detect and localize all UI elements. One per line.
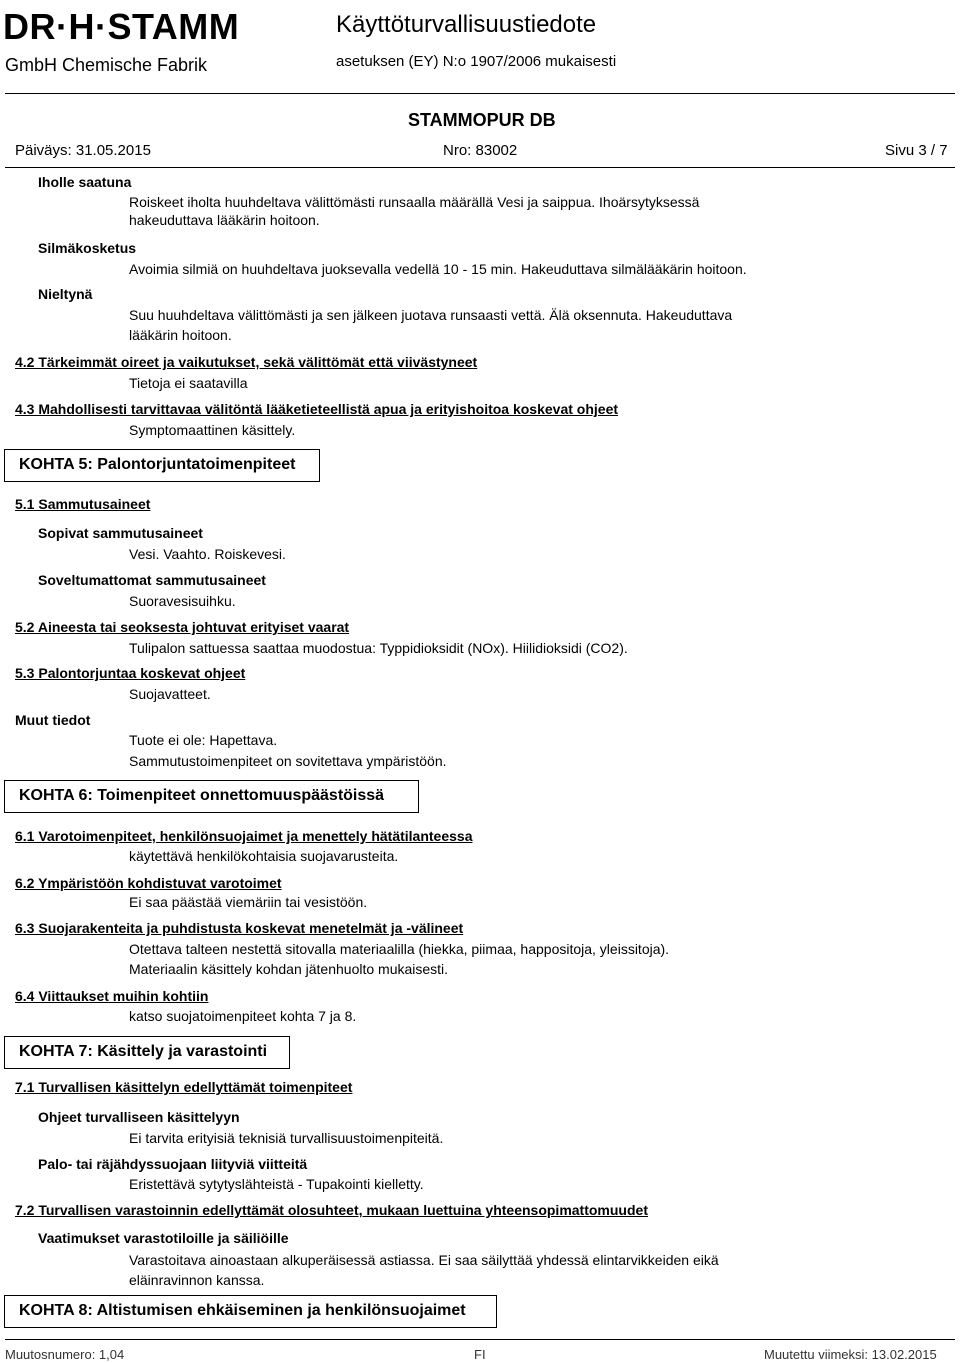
subsection-7-1-heading: 7.1 Turvallisen käsittelyn edellyttämät toimenpiteet bbox=[15, 1079, 353, 1095]
eye-contact-text: Avoimia silmiä on huuhdeltava juoksevalla vedellä 10 - 15 min. Hakeuduttava silmälääkärin hoitoon. bbox=[129, 261, 747, 277]
fire-protection-text: Eristettävä sytytyslähteistä - Tupakointi kielletty. bbox=[129, 1176, 424, 1192]
other-info-text-cont: Sammutustoimenpiteet on sovitettava ympäristöön. bbox=[129, 753, 447, 769]
suitable-media-text: Vesi. Vaahto. Roiskevesi. bbox=[129, 546, 286, 562]
storage-requirements-text-cont: eläinravinnon kanssa. bbox=[129, 1272, 265, 1288]
language-code: FI bbox=[474, 1347, 486, 1362]
product-name: STAMMOPUR DB bbox=[408, 110, 556, 130]
safe-handling-label: Ohjeet turvalliseen käsittelyyn bbox=[38, 1109, 240, 1125]
ingestion-label: Nieltynä bbox=[38, 286, 93, 302]
subsection-4-3-heading: 4.3 Mahdollisesti tarvittavaa välitöntä lääketieteellistä apua ja erityishoitoa koskevat ohjeet bbox=[15, 401, 619, 417]
section-5-heading: KOHTA 5: Palontorjuntatoimenpiteet bbox=[4, 449, 320, 482]
subsection-6-1-text: käytettävä henkilökohtaisia suojavarusteita. bbox=[129, 848, 399, 864]
document-subtitle: asetuksen (EY) N:o 1907/2006 mukaisesti bbox=[336, 53, 617, 70]
ingestion-text-cont: lääkärin hoitoon. bbox=[129, 327, 232, 343]
section-8-heading: KOHTA 8: Altistumisen ehkäiseminen ja henkilönsuojaimet bbox=[4, 1295, 497, 1328]
subsection-4-2-text: Tietoja ei saatavilla bbox=[129, 375, 248, 391]
subsection-5-3-heading: 5.3 Palontorjuntaa koskevat ohjeet bbox=[15, 665, 246, 681]
page-number: Sivu 3 / 7 bbox=[885, 142, 948, 159]
storage-requirements-text: Varastoitava ainoastaan alkuperäisessä astiassa. Ei saa säilyttää yhdessä elintarvikkeiden eikä bbox=[129, 1252, 719, 1268]
subsection-4-2-heading: 4.2 Tärkeimmät oireet ja vaikutukset, sekä välittömät että viivästyneet bbox=[15, 354, 478, 370]
other-info-label: Muut tiedot bbox=[15, 712, 91, 728]
subsection-4-3-text: Symptomaattinen käsittely. bbox=[129, 422, 296, 438]
section-7-heading: KOHTA 7: Käsittely ja varastointi bbox=[4, 1036, 290, 1069]
subsection-6-2-heading: 6.2 Ympäristöön kohdistuvat varotoimet bbox=[15, 875, 282, 891]
subsection-6-4-heading: 6.4 Viittaukset muihin kohtiin bbox=[15, 988, 209, 1004]
fire-protection-label: Palo- tai räjähdyssuojaan liityviä viitteitä bbox=[38, 1156, 308, 1172]
subsection-5-2-heading: 5.2 Aineesta tai seoksesta johtuvat erityiset vaarat bbox=[15, 619, 350, 635]
subsection-6-3-text-cont: Materiaalin käsittely kohdan jätenhuolto mukaisesti. bbox=[129, 961, 449, 977]
subsection-6-3-heading: 6.3 Suojarakenteita ja puhdistusta koskevat menetelmät ja -välineet bbox=[15, 920, 464, 936]
safe-handling-text: Ei tarvita erityisiä teknisiä turvallisuustoimenpiteitä. bbox=[129, 1130, 444, 1146]
document-title: Käyttöturvallisuustiedote bbox=[336, 11, 597, 38]
ingestion-text: Suu huuhdeltava välittömästi ja sen jälkeen juotava runsaasti vettä. Älä oksennuta. Hakeuduttava bbox=[129, 307, 733, 323]
unsuitable-media-text: Suoravesisuihku. bbox=[129, 593, 236, 609]
unsuitable-media-label: Soveltumattomat sammutusaineet bbox=[38, 572, 266, 588]
other-info-text: Tuote ei ole: Hapettava. bbox=[129, 732, 278, 748]
skin-contact-label: Iholle saatuna bbox=[38, 174, 132, 190]
skin-contact-text-cont: hakeuduttava lääkärin hoitoon. bbox=[129, 212, 320, 228]
last-modified: Muutettu viimeksi: 13.02.2015 bbox=[764, 1347, 937, 1362]
company-logo-subtitle: GmbH Chemische Fabrik bbox=[5, 55, 208, 75]
subsection-6-3-text: Otettava talteen nestettä sitovalla materiaalilla (hiekka, piimaa, happositoja, yleissitoja). bbox=[129, 941, 670, 957]
subsection-6-1-heading: 6.1 Varotoimenpiteet, henkilönsuojaimet ja menettely hätätilanteessa bbox=[15, 828, 473, 844]
storage-requirements-label: Vaatimukset varastotiloille ja säiliöille bbox=[38, 1230, 289, 1246]
revision-number: Muutosnumero: 1,04 bbox=[5, 1347, 125, 1362]
subsection-5-3-text: Suojavatteet. bbox=[129, 686, 211, 702]
subsection-6-4-text: katso suojatoimenpiteet kohta 7 ja 8. bbox=[129, 1008, 357, 1024]
skin-contact-text: Roiskeet iholta huuhdeltava välittömästi runsaalla määrällä Vesi ja saippua. Ihoärsytyksessä bbox=[129, 194, 700, 210]
subsection-5-1-heading: 5.1 Sammutusaineet bbox=[15, 496, 151, 512]
meta-divider bbox=[5, 167, 955, 168]
header-divider bbox=[5, 93, 955, 94]
document-number: Nro: 83002 bbox=[443, 142, 518, 159]
subsection-6-2-text: Ei saa päästää viemäriin tai vesistöön. bbox=[129, 894, 368, 910]
section-6-heading: KOHTA 6: Toimenpiteet onnettomuuspäästöissä bbox=[4, 780, 419, 813]
footer-divider bbox=[5, 1339, 955, 1340]
company-logo: DR·H·STAMM bbox=[3, 6, 240, 47]
eye-contact-label: Silmäkosketus bbox=[38, 240, 137, 256]
suitable-media-label: Sopivat sammutusaineet bbox=[38, 525, 203, 541]
subsection-5-2-text: Tulipalon sattuessa saattaa muodostua: Typpidioksidit (NOx). Hiilidioksidi (CO2). bbox=[129, 640, 628, 656]
document-date: Päiväys: 31.05.2015 bbox=[15, 142, 151, 159]
subsection-7-2-heading: 7.2 Turvallisen varastoinnin edellyttämät olosuhteet, mukaan luettuina yhteensopimattomuudet bbox=[15, 1202, 648, 1218]
